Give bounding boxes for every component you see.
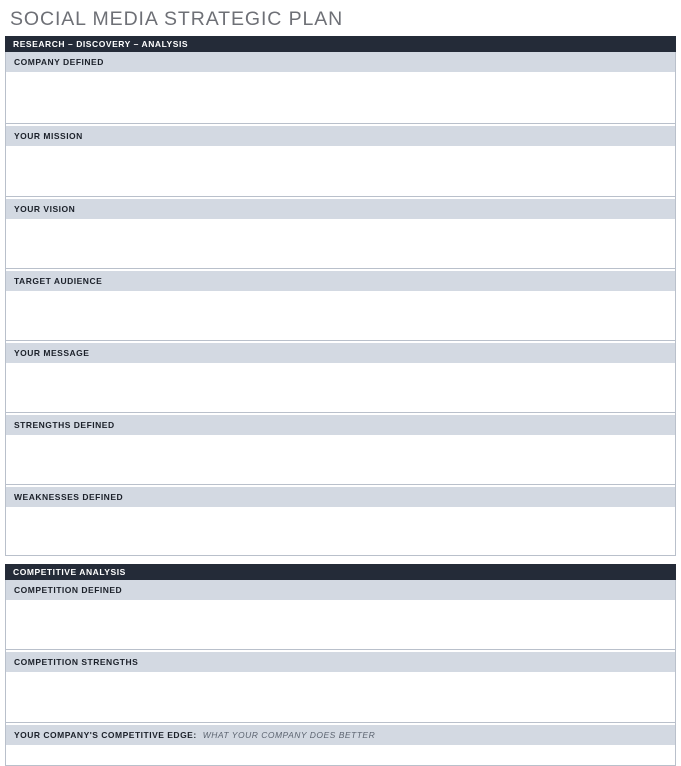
section-header-research-discovery-analysis: RESEARCH – DISCOVERY – ANALYSIS xyxy=(5,36,676,52)
field-input-target-audience[interactable] xyxy=(5,291,676,341)
field-label-strengths-defined: STRENGTHS DEFINED xyxy=(5,415,676,435)
field-label-competition-strengths: COMPETITION STRENGTHS xyxy=(5,652,676,672)
field-label-your-mission: YOUR MISSION xyxy=(5,126,676,146)
field-label-your-message: YOUR MESSAGE xyxy=(5,343,676,363)
field-label-your-vision: YOUR VISION xyxy=(5,199,676,219)
field-label-competition-defined: COMPETITION DEFINED xyxy=(5,580,676,600)
section-header-competitive-analysis: COMPETITIVE ANALYSIS xyxy=(5,564,676,580)
section-competitive-analysis xyxy=(5,564,676,766)
field-label-target-audience: TARGET AUDIENCE xyxy=(5,271,676,291)
field-label-weaknesses-defined: WEAKNESSES DEFINED xyxy=(5,487,676,507)
section-research-discovery-analysis xyxy=(5,36,676,556)
field-input-competition-defined[interactable] xyxy=(5,600,676,650)
field-input-your-mission[interactable] xyxy=(5,146,676,197)
plan-sheet xyxy=(5,36,676,766)
field-label-competitive-edge-text: YOUR COMPANY'S COMPETITIVE EDGE: xyxy=(14,730,197,740)
field-label-competitive-edge xyxy=(5,725,676,745)
field-input-your-vision[interactable] xyxy=(5,219,676,269)
field-hint-competitive-edge: WHAT YOUR COMPANY DOES BETTER xyxy=(202,730,376,740)
field-input-your-message[interactable] xyxy=(5,363,676,413)
field-input-weaknesses-defined[interactable] xyxy=(5,507,676,556)
field-input-company-defined[interactable] xyxy=(5,72,676,124)
field-input-competition-strengths[interactable] xyxy=(5,672,676,723)
page-title: SOCIAL MEDIA STRATEGIC PLAN xyxy=(10,8,344,30)
field-input-strengths-defined[interactable] xyxy=(5,435,676,485)
field-label-company-defined: COMPANY DEFINED xyxy=(5,52,676,72)
